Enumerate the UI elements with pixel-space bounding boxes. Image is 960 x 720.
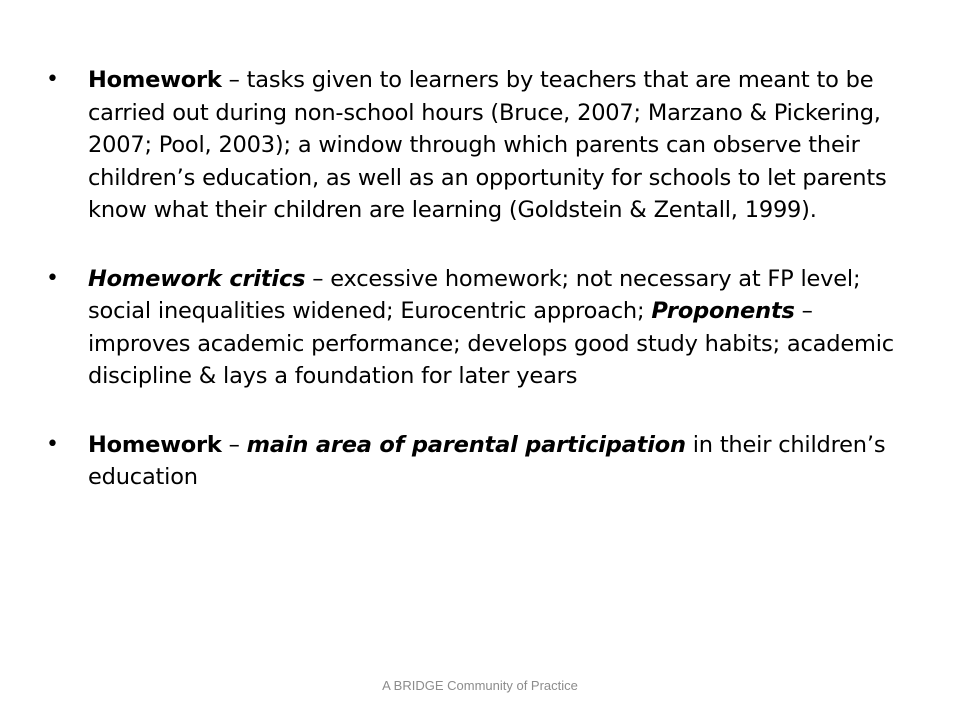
bullet-parental-participation — [46, 429, 906, 494]
parental-participation-emphasis: main area of parental participation — [246, 431, 686, 458]
bullet-list — [46, 64, 906, 494]
term-homework-critics: Homework critics — [88, 265, 306, 292]
homework-definition-text: – tasks given to learners by teachers that are meant to be carried out during non-school hours (Bruce, 2007; Marzano & Pickering, 2007; Pool, 2003); a window through which parents can observe their children’s education, as well as an opportunity for schools to let parents know what their children are learning (Goldstein & Zentall, 1999). — [88, 67, 887, 223]
term-proponents: Proponents — [651, 298, 795, 324]
slide-footer: A BRIDGE Community of Practice — [382, 678, 578, 693]
bullet-dot-icon: • — [46, 265, 59, 291]
dash-text: – — [221, 431, 247, 458]
bullet-dot-icon: • — [46, 67, 59, 92]
term-homework: Homework — [88, 431, 222, 458]
bullet-homework-definition — [46, 64, 906, 227]
proponents-text: – improves academic performance; develops good study habits; academic discipline & lays a foundation for later years — [88, 298, 894, 389]
bullet-critics-proponents — [46, 263, 906, 393]
term-homework: Homework — [88, 67, 222, 93]
parental-participation-text: in their children’s education — [88, 431, 886, 490]
critics-text: – excessive homework; not necessary at FP level; social inequalities widened; Eurocentric approach; — [88, 265, 861, 324]
bullet-dot-icon: • — [46, 431, 59, 457]
